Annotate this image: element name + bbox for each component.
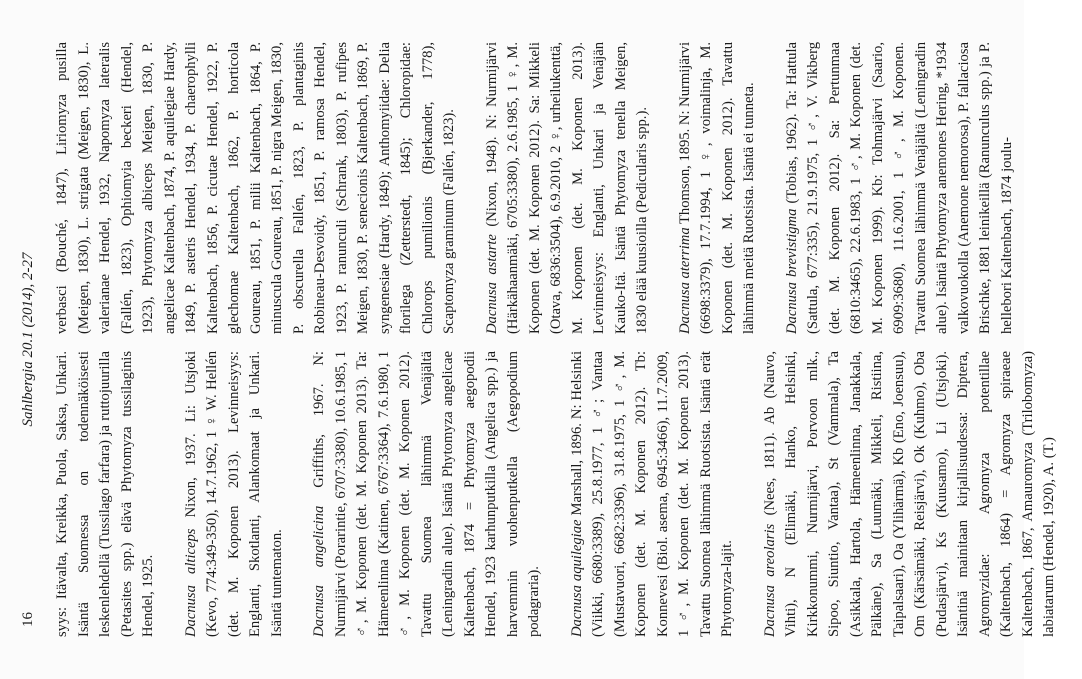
paragraph [482, 42, 654, 334]
paragraph [52, 42, 461, 334]
paragraph [782, 42, 1019, 334]
paragraph-text: verbasci (Bouché, 1847), Liriomyza pusilla (Meigen, 1830), L. strigata (Meigen, 1830), L. valerianae Hendel, 1932, Napomyza lateralis (Fallén, 1823), Ophiomyia beckeri (Hendel, 1923), Phytomyza albiceps Meigen, 1830, P. angelicae Kaltenbach, 1874, P. aquilegiae Hardy, 1849, P. asteris Hendel, 1934, P. chaerophylli Kaltenbach, 1856, P. cicutae Hendel, 1922, P. glechomae Kaltenbach, 1862, P. horticola Goureau, 1851, P. milii Kaltenbach, 1864, P. minuscula Goureau, 1851, P. nigra Meigen, 1830, P. obscurella Fallén, 1823, P. plantaginis Robineau-Desvoidy, 1851, P. ramosa Hendel, 1923, P. ranunculi (Schrank, 1803), P. rufipes Meigen, 1830, P. senecionis Kaltenbach, 1869, P. syngenesiae (Hardy, 1849); Anthomyiidae: Delia florilega (Zetterstedt, 1845); Chloropidae: Chlorops pumilionis (Bjerkander, 1778), Scaptomyza graminum (Fallén, 1823). [54, 42, 457, 334]
paragraph-text: syys: Itävalta, Kreikka, Puola, Saksa, Unkari. Isäntä Suomessa on todennäköisesti leskenlehdellä (Tussilago farfara) ja ruttojuurilla (Petasites spp.) elävä Phytomyza tussilaginis Hendel, 1925. [54, 351, 156, 637]
paragraph [675, 42, 761, 334]
species-name: Dacnusa brevistigma [783, 208, 800, 334]
species-name: Dacnusa alticeps [182, 528, 199, 637]
paragraph-text: Griffiths, 1967. N: Nurmijärvi (Porarintie, 6707:3380), 10.6.1985, 1 ♂, M. Koponen (det. M. Koponen 2013). Ta: Hämeenlinna (Katinen, 6767:3364), 7.6.1980, 1 ♂, M. Koponen (det. M. Koponen 2012). Tavattu Suomea lähimmä Venäjältä (Leningradin alue). Isäntä Phytomyza angelicae Kaltenbach, 1874 = Phytomyza aegopodii Hendel, 1923 karhunputkilla (Angelica spp.) ja harvemmin vuohenputkella (Aegopodium podagraria). [311, 351, 542, 637]
running-header: Sahlbergia 20.1 (2014), 2-27 [20, 252, 36, 427]
paragraph-text: (Nixon, 1948). N: Nurmijärvi (Härkähaanmäki, 6705:3380), 2.6.1985, 1 ♀, M. Koponen (det. M. Koponen 2012). Sa: Mikkeli (Otava, 6836:3504), 6.9.2010, 2 ♀, urheilukenttä, M. Koponen (det. M. Koponen 2013). Levinneisyys: Englanti, Unkari ja Venäjän Kauko-Itä. Isäntä Phytomyza tenella Meigen, 1830 elää kuusioilla (Pedicularis spp.). [483, 42, 650, 334]
paragraph-text: (Nees, 1811). Ab (Nauvo, Vihti), N (Elimäki, Hanko, Helsinki, Kirkkonummi, Nurmijärvi, Porvoon mlk., Sipoo, Siuntio, Vantaa), St (Vammala), Ta (Asikkala, Hartola, Hämeenlinna, Janakkala, Pälkäne), Sa (Luumäki, Mikkeli, Ristiina, Taipalsaari), Oa (Ylihärmä), Kb (Eno, Joensuu), Om (Kärsämäki, Reisjärvi), Ok (Kuhmo), Oba (Pudasjärvi), Ks (Kuusamo), Li (Utsjoki). Isäntinä mainitaan kirjallisuudessa: Diptera, Agromyzidae: Agromyza potentillae (Kaltenbach, 1864) = Agromyza spiraeae Kaltenbach, 1867, Amauromyza (Trilobomyza) labiatarum (Hendel, 1920), A. (T.) [761, 351, 1057, 637]
species-name: Dacnusa aterrima [676, 227, 693, 334]
right-column [52, 42, 1039, 334]
paragraph [309, 351, 546, 637]
paragraph-text: Marshall, 1896. N: Helsinki (Viikki, 6680:3389), 25.8.1977, 1 ♂; Vantaa (Mustavuori, 6682:3396), 31.8.1975, 1 ♂, M. Koponen (det. M. Koponen 2012). Tb: Konnevesi (Biol. asema, 6945:3466), 11.7.2009, 1 ♂, M. Koponen (det. M. Koponen 2013). Tavattu Suomea lähimmä Ruotsista. Isäntä erät Phytomyza-lajit. [568, 351, 735, 637]
species-name: Dacnusa astarte [483, 234, 500, 334]
left-column [52, 351, 1082, 637]
paragraph [567, 351, 739, 637]
paragraph-text: Nixon, 1937. Li: Utsjoki (Kevo, 774:349-350), 14.7.1962, 1 ♀ W. Hellén (det. M. Koponen 2013). Levinneisyys: Englanti, Skotlanti, Alankomaat ja Unkari. Isäntä tuntematon. [182, 351, 285, 637]
paragraph-text: (Tobias, 1962). Ta: Hattula (Sattula, 677:335), 21.9.1975, 1 ♂, V. Vikberg (det. M. Koponen 2012). Sa: Pertunmaa (6810:3465), 22.6.1983, 1 ♂, M. Koponen (det. M. Koponen 1999). Kb: Tohmajärvi (Saario, 6909:3680), 11.6.2001, 1 ♂, M. Koponen. Tavattu Suomea lähimmä Venäjältä (Leningradin alue). Isäntä Phytomyza anemones Hering, *1934 valkovuokolla (Anemone nemorosa), P. fallaciosa Brischke, 1881 leinikeillä (Ranunculus spp.) ja P. hellebori Kaltenbach, 1874 joulu- [783, 42, 1015, 334]
species-name: Dacnusa areolaris [761, 523, 778, 637]
species-name: Dacnusa angelicina [311, 505, 327, 637]
paragraph [181, 351, 289, 637]
paragraph [760, 351, 1061, 637]
paragraph-text: Thomson, 1895. N: Nurmijärvi (6698:3379), 17.7.1994, 1 ♀, voimalinja, M. Koponen (det. M. Koponen 2012). Tavattu lähimmä meitä Ruotsista. Isäntä ei tunneta. [676, 41, 757, 334]
page-number: 16 [20, 612, 36, 627]
paragraph [52, 351, 160, 637]
species-name: Dacnusa aquilegiae [568, 519, 585, 637]
